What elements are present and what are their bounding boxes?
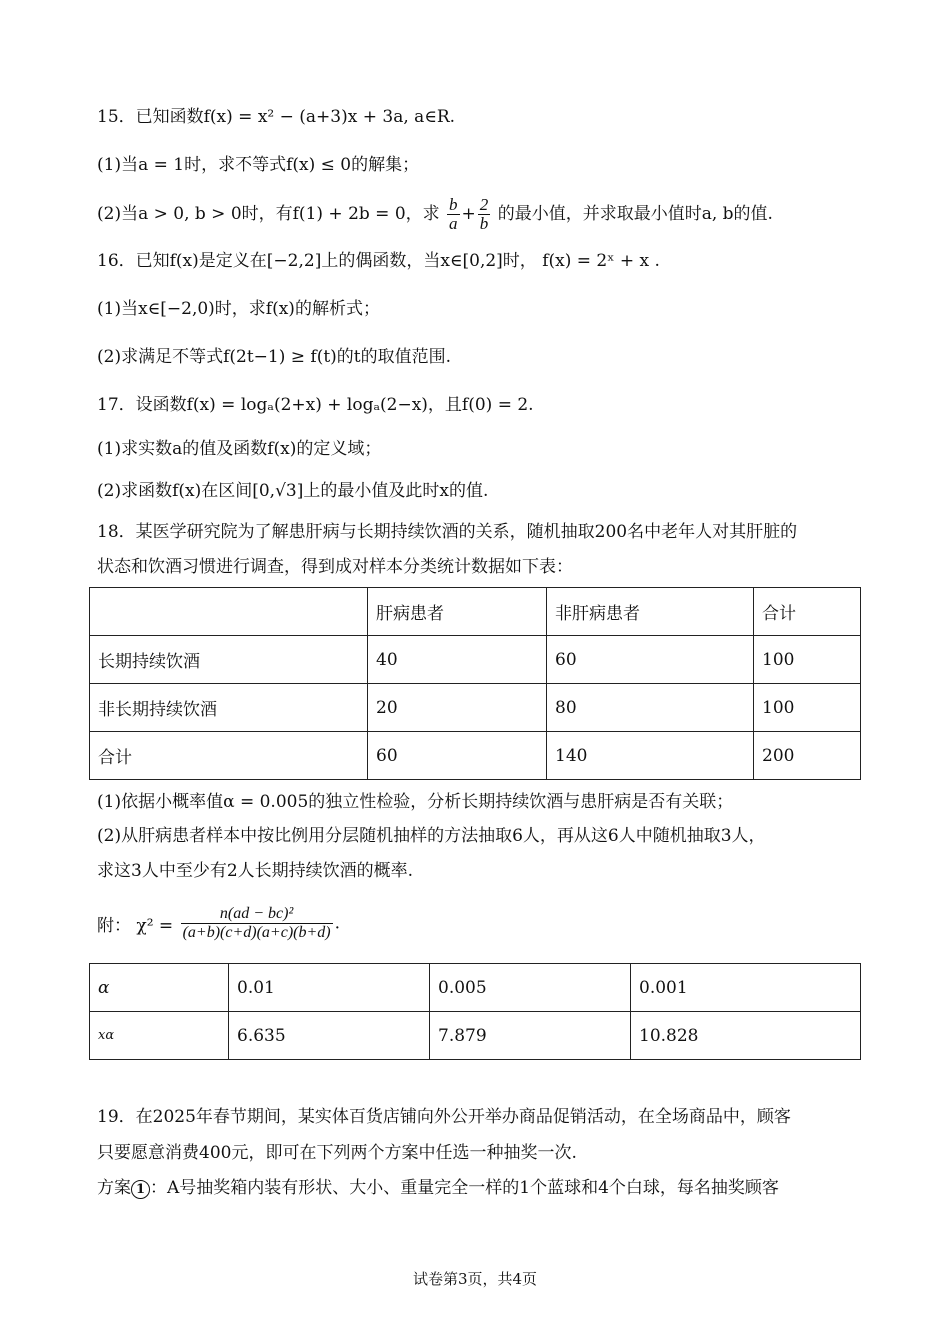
critical-value-table bbox=[89, 963, 861, 1060]
q18-part2-line2: 求这3人中至少有2人长期持续饮酒的概率. bbox=[97, 861, 414, 881]
page-footer: 试卷第3页，共4页 bbox=[412, 1270, 538, 1288]
circled-number-1: 1 bbox=[131, 1180, 150, 1199]
table-row bbox=[90, 964, 861, 1012]
table-cell: 60 bbox=[368, 732, 547, 780]
table-cell: 6.635 bbox=[229, 1012, 430, 1060]
table-cell: 7.879 bbox=[430, 1012, 631, 1060]
table-header-row bbox=[90, 588, 861, 636]
table-row bbox=[90, 732, 861, 780]
table-cell: 200 bbox=[754, 732, 861, 780]
table-cell bbox=[90, 588, 368, 636]
q18-stem-line2: 状态和饮酒习惯进行调查，得到成对样本分类统计数据如下表： bbox=[97, 557, 573, 577]
contingency-table bbox=[89, 587, 861, 780]
q17-stem: 17．设函数f(x) = logₐ(2+x) + logₐ(2−x)，且f(0) = 2. bbox=[97, 395, 534, 415]
table-cell: 合计 bbox=[90, 732, 368, 780]
table-cell: 100 bbox=[754, 684, 861, 732]
table-cell: 80 bbox=[547, 684, 754, 732]
q18-part1: (1)依据小概率值α = 0.005的独立性检验，分析长期持续饮酒与患肝病是否有关联； bbox=[97, 792, 734, 812]
table-cell: 非长期持续饮酒 bbox=[90, 684, 368, 732]
q19-stem-line2: 只要愿意消费400元，即可在下列两个方案中任选一种抽奖一次. bbox=[97, 1143, 577, 1163]
q15-stem: 15．已知函数f(x) = x² − (a+3)x + 3a, a∈R. bbox=[97, 107, 456, 127]
table-cell: xα bbox=[90, 1012, 229, 1060]
table-cell: 40 bbox=[368, 636, 547, 684]
table-cell: α bbox=[90, 964, 229, 1012]
q19-plan1: 方案 1 ：A号抽奖箱内装有形状、大小、重量完全一样的1个蓝球和4个白球，每名抽奖顾客 bbox=[97, 1178, 779, 1198]
table-cell: 长期持续饮酒 bbox=[90, 636, 368, 684]
table-cell: 20 bbox=[368, 684, 547, 732]
q17-part2: (2)求函数f(x)在区间[0,√3]上的最小值及此时x的值. bbox=[97, 481, 489, 501]
q16-part1: (1)当x∈[−2,0)时，求f(x)的解析式； bbox=[97, 299, 380, 319]
table-row bbox=[90, 636, 861, 684]
q18-stem-line1: 18．某医学研究院为了解患肝病与长期持续饮酒的关系，随机抽取200名中老年人对其肝脏的 bbox=[97, 522, 798, 542]
table-cell: 60 bbox=[547, 636, 754, 684]
table-cell: 140 bbox=[547, 732, 754, 780]
table-header-cell: 非肝病患者 bbox=[547, 588, 754, 636]
chi-square-fraction: $\frac{\text{n(ad − bc)²}}{(a+b)(c+d)(a+c)(b+d)}$ bbox=[182, 905, 331, 941]
table-cell: 0.001 bbox=[631, 964, 861, 1012]
q18-part2-line1: (2)从肝病患者样本中按比例用分层随机抽样的方法抽取6人，再从这6人中随机抽取3人， bbox=[97, 826, 766, 846]
table-cell: 100 bbox=[754, 636, 861, 684]
table-cell: 0.005 bbox=[430, 964, 631, 1012]
fraction-2-over-b: $\frac{2}{b}$ bbox=[479, 195, 489, 233]
table-row bbox=[90, 684, 861, 732]
chi-square-formula: 附： χ² = $\frac{\text{n(ad − bc)²}}{(a+b)(c+d)(a+c)(b+d)}$ . bbox=[97, 905, 340, 941]
table-cell: 10.828 bbox=[631, 1012, 861, 1060]
q16-stem: 16．已知f(x)是定义在[−2,2]上的偶函数，当x∈[0,2]时， f(x) = 2ˣ + x . bbox=[97, 251, 660, 271]
table-header-cell: 肝病患者 bbox=[368, 588, 547, 636]
table-row bbox=[90, 1012, 861, 1060]
table-header-cell: 合计 bbox=[754, 588, 861, 636]
fraction-b-over-a: $\frac{b}{a}$ bbox=[449, 195, 458, 233]
q17-part1: (1)求实数a的值及函数f(x)的定义域； bbox=[97, 439, 382, 459]
q16-part2: (2)求满足不等式f(2t−1) ≥ f(t)的t的取值范围. bbox=[97, 347, 452, 367]
table-cell: 0.01 bbox=[229, 964, 430, 1012]
q19-stem-line1: 19．在2025年春节期间，某实体百货店铺向外公开举办商品促销活动，在全场商品中，顾客 bbox=[97, 1107, 791, 1127]
q15-part2: (2)当a > 0, b > 0时，有f(1) + 2b = 0，求 $\frac{b}{a}$ + $\frac{2}{b}$ 的最小值，并求取最小值时a, b的值. bbox=[97, 195, 773, 233]
q15-part1: (1)当a = 1时，求不等式f(x) ≤ 0的解集； bbox=[97, 155, 420, 175]
